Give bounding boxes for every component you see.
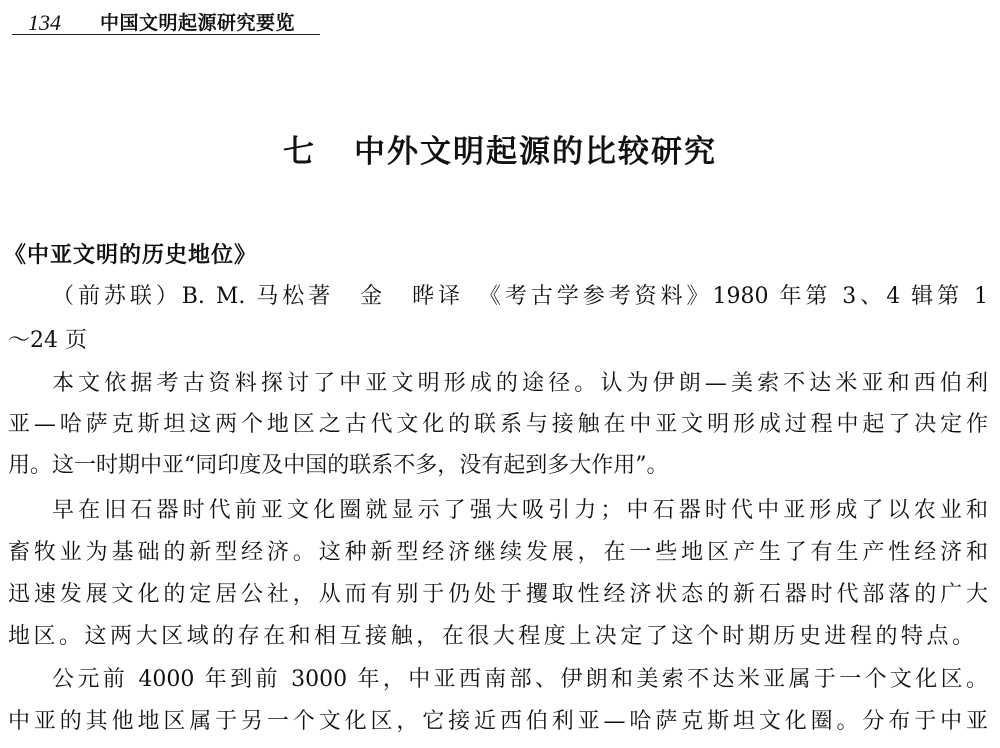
body-line: 公元前 4000 年到前 3000 年，中亚西南部、伊朗和美索不达米亚属于一个文化区。 (52, 667, 988, 692)
chapter-title (0, 126, 1000, 171)
body-line: 中亚的其他地区属于另一个文化区，它接近西伯利亚—哈萨克斯坦文化圈。分布于中亚 (8, 709, 988, 734)
entry-title: 《中亚文明的历史地位》 (4, 243, 258, 268)
running-head-title: 中国文明起源研究要览 (100, 12, 296, 34)
body-line: 迅速发展文化的定居公社，从而有别于仍处于攫取性经济状态的新石器时代部落的广大 (8, 582, 988, 607)
body-line: 地区。这两大区域的存在和相互接触，在很大程度上决定了这个时期历史进程的特点。 (8, 624, 974, 649)
running-header (12, 4, 320, 35)
byline-line: ～24 页 (8, 328, 87, 353)
body-line: 早在旧石器时代前亚文化圈就显示了强大吸引力；中石器时代中亚形成了以农业和 (52, 498, 988, 523)
body-line: 畜牧业为基础的新型经济。这种新型经济继续发展，在一些地区产生了有生产性经济和 (8, 540, 988, 565)
page-number: 134 (28, 10, 61, 35)
chapter-title-text: 中外文明起源的比较研究 (354, 134, 717, 170)
body-line: 本文依据考古资料探讨了中亚文明形成的途径。认为伊朗—美索不达米亚和西伯利 (52, 371, 988, 396)
byline-line: （前苏联）B. M. 马松著 金 晔译 《考古学参考资料》1980 年第 3、4 辑第 1 (52, 284, 988, 309)
chapter-number: 七 (283, 134, 316, 170)
body-line: 亚—哈萨克斯坦这两个地区之古代文化的联系与接触在中亚文明形成过程中起了决定作 (8, 412, 988, 437)
body-line: 用。这一时期中亚“同印度及中国的联系不多，没有起到多大作用”。 (8, 453, 669, 478)
